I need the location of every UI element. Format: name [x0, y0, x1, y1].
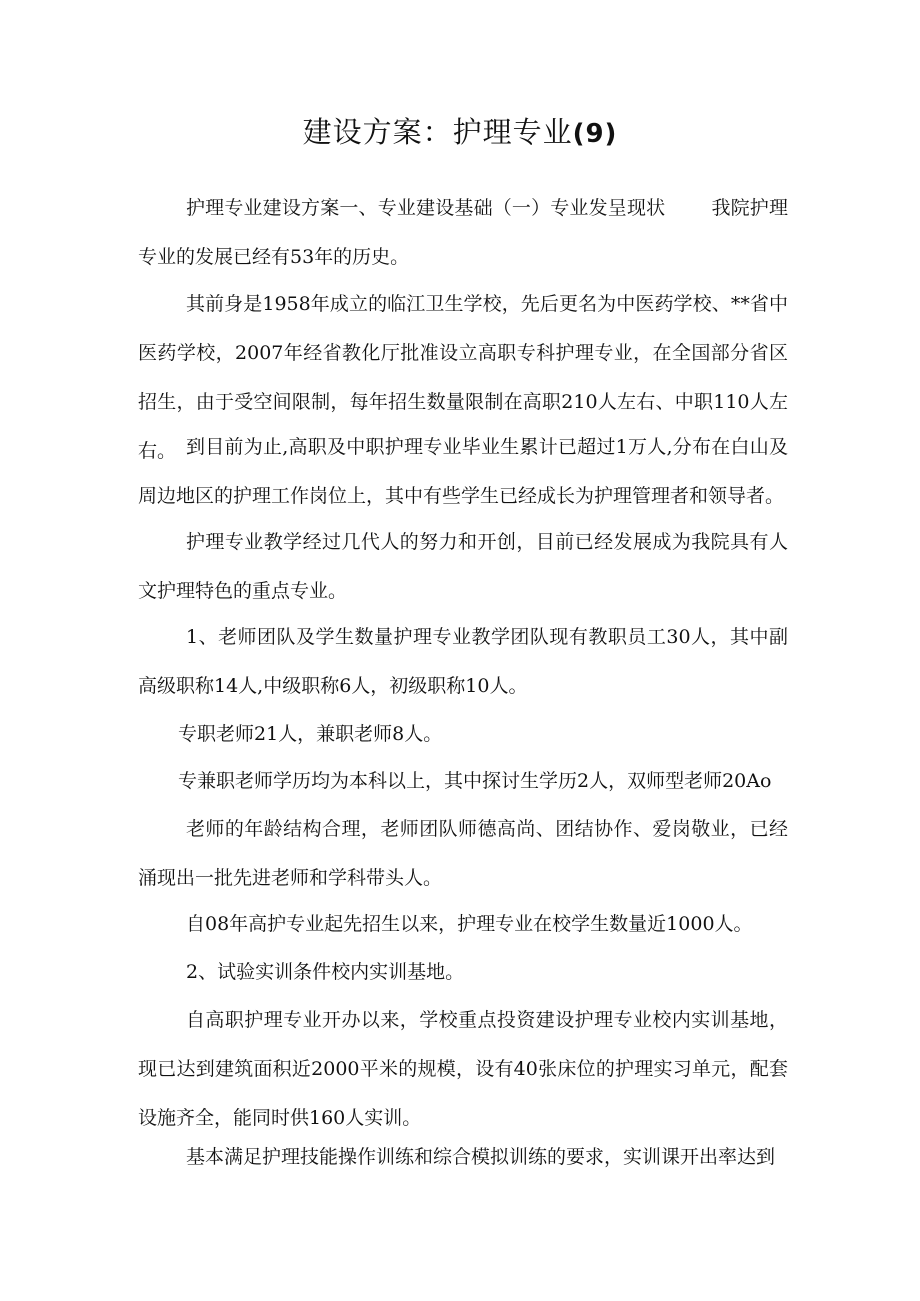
paragraph-1	[138, 184, 788, 282]
title-text: 建设方案：护理专业	[302, 115, 573, 149]
paragraph-10: 2、试验实训条件校内实训基地。	[186, 961, 465, 983]
paragraph-9: 自08年高护专业起先招生以来，护理专业在校学生数量近1000人。	[186, 913, 753, 935]
paragraph-1-body: 我院护理专业的发展已经有53年的历史。	[138, 197, 788, 268]
paragraph-4: 护理专业教学经过几代人的努力和开创，目前已经发展成为我院具有人文护理特色的重点专业。	[138, 531, 788, 602]
title-number: (9)	[572, 119, 618, 149]
paragraph-12: 基本满足护理技能操作训练和综合模拟训练的要求，实训课开出率达到	[186, 1146, 776, 1168]
paragraph-8: 老师的年龄结构合理，老师团队师德高尚、团结协作、爱岗敬业，已经涌现出一批先进老师和学科带头人。	[138, 818, 788, 889]
paragraph-2: 其前身是1958年成立的临江卫生学校，先后更名为中医药学校、**省中医药学校，2007年经省教化厅批准设立高职专科护理专业，在全国部分省区招生，由于受空间限制，每年招生数量限制在高职210人左右、中职110人左右。	[138, 293, 788, 462]
paragraph-6: 专职老师21人，兼职老师8人。	[178, 723, 443, 745]
paragraph-11: 自高职护理专业开办以来，学校重点投资建设护理专业校内实训基地，现已达到建筑面积近2000平米的规模，设有40张床位的护理实习单元，配套设施齐全，能同时供160人实训。	[138, 1009, 788, 1129]
page-title	[0, 112, 920, 154]
paragraph-5: 1、老师团队及学生数量护理专业教学团队现有教职员工30人，其中副高级职称14人,中级职称6人，初级职称10人。	[138, 626, 788, 697]
paragraph-3: 到目前为止,高职及中职护理专业毕业生累计已超过1万人,分布在白山及周边地区的护理工作岗位上，其中有些学生已经成长为护理管理者和领导者。	[138, 436, 788, 507]
paragraph-7: 专兼职老师学历均为本科以上，其中探讨生学历2人，双师型老师20Ao	[178, 770, 772, 792]
paragraph-1-heading: 护理专业建设方案一、专业建设基础（一）专业发呈现状	[186, 197, 666, 219]
